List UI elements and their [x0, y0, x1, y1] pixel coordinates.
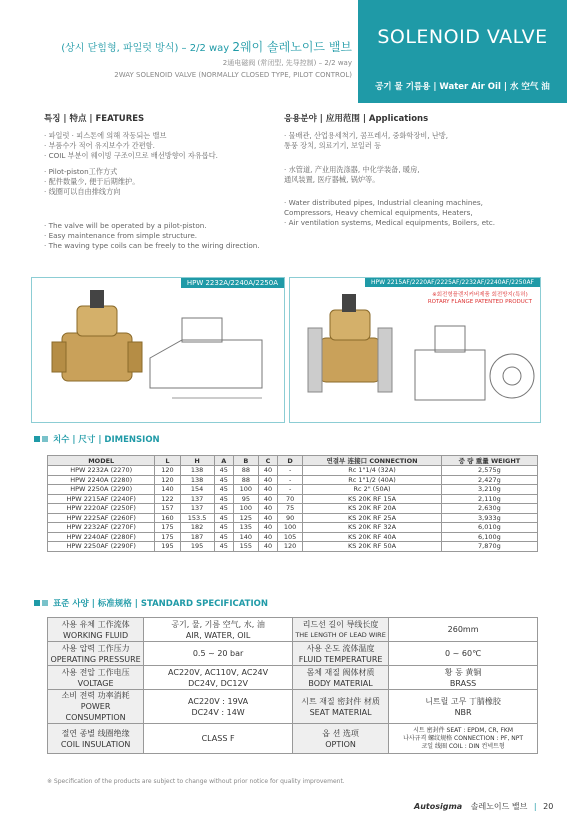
features-cn: [44, 167, 294, 197]
table-cell: 45: [214, 466, 233, 476]
spec-label: 리드선 길이 导线长度 THE LENGTH OF LEAD WIRE: [292, 618, 388, 642]
table-cell: 120: [278, 542, 303, 552]
table-cell: 100: [278, 523, 303, 533]
features-heading: 특징 | 特点 | FEATURES: [44, 114, 145, 124]
table-cell: 154: [180, 485, 214, 495]
features-cn-line: · 配件数量少, 便于后期维护。: [44, 177, 140, 186]
table-row: [48, 485, 538, 495]
table-row: [48, 466, 538, 476]
spec-heading-text: 표준 사양 | 标准规格 | STANDARD SPECIFICATION: [52, 599, 268, 609]
table-cell: 75: [278, 504, 303, 514]
spec-label: 소비 전력 功率消耗 POWER CONSUMPTION: [48, 690, 144, 724]
spec-value: 시트 密封件 SEAT : EPDM, CR, FKM 나사규격 螺纹规格 CONNECTION : PF, NPT 코일 线圈 COIL : DIN 컨넥트형: [389, 724, 538, 754]
applications-ko-line: 통풍 장치, 의료기기, 보일러 등: [284, 141, 382, 150]
table-row: [48, 724, 538, 754]
table-cell: HPW 2220AF (2250F): [48, 504, 155, 514]
table-cell: 105: [278, 532, 303, 542]
column-header: H: [180, 456, 214, 466]
spec-value: 황 동 黄铜 BRASS: [389, 666, 538, 690]
table-cell: -: [278, 475, 303, 485]
table-cell: 95: [233, 494, 258, 504]
table-cell: 45: [214, 504, 233, 514]
table-cell: 45: [214, 542, 233, 552]
applications-en-line: · Air ventilation systems, Medical equipments, Boilers, etc.: [284, 218, 496, 227]
table-cell: 2,110g: [441, 494, 537, 504]
features-en-line: · Easy maintenance from simple structure.: [44, 231, 198, 240]
table-cell: 157: [155, 504, 180, 514]
table-cell: Rc 1"1/2 (40A): [303, 475, 442, 485]
footnote: ※ Specification of the products are subject to change without prior notice for quality improvement.: [47, 778, 345, 785]
title-banner: [358, 0, 567, 103]
spec-value: AC220V : 19VA DC24V : 14W: [144, 690, 293, 724]
table-cell: HPW 2215AF (2240F): [48, 494, 155, 504]
table-row: [48, 513, 538, 523]
table-header-row: [48, 456, 538, 466]
table-row: [48, 523, 538, 533]
applications-cn-line: 通风装置, 医疗器械, 锅炉等。: [284, 175, 380, 184]
table-cell: 6,100g: [441, 532, 537, 542]
spec-value: 0 ~ 60℃: [389, 642, 538, 666]
features-en: [44, 221, 294, 251]
product-tag-left: HPW 2232A/2240A/2250A: [181, 278, 284, 288]
features-cn-line: · 线圈可以自由排线方向: [44, 187, 121, 196]
column-header: 중 량 重量 WEIGHT: [441, 456, 537, 466]
applications-cn: [284, 165, 544, 185]
spec-label: 옵 션 选项 OPTION: [292, 724, 388, 754]
features-en-line: · The valve will be operated by a pilot-piston.: [44, 221, 207, 230]
page-subtitle: 공기 물 기름용 | Water Air Oil | 水 空气 油: [375, 82, 550, 92]
dimension-table: [47, 455, 538, 552]
table-cell: KS 20K RF 20A: [303, 504, 442, 514]
table-cell: 153.5: [180, 513, 214, 523]
korean-header-title: 2웨이 솔레노이드 밸브: [232, 40, 352, 54]
table-cell: 195: [180, 542, 214, 552]
footer-label: 솔레노이드 밸브: [470, 802, 528, 811]
applications-en-line: Compressors, Heavy chemical equipments, Heaters,: [284, 208, 473, 217]
table-row: [48, 666, 538, 690]
table-cell: 3,210g: [441, 485, 537, 495]
table-cell: 100: [233, 485, 258, 495]
table-cell: Rc 1"1/4 (32A): [303, 466, 442, 476]
table-row: [48, 690, 538, 724]
page-title: SOLENOID VALVE: [377, 26, 548, 48]
table-cell: 88: [233, 475, 258, 485]
table-cell: 100: [233, 504, 258, 514]
column-header: A: [214, 456, 233, 466]
brand-logo: Autosigma: [414, 802, 463, 811]
applications-en-line: · Water distributed pipes, Industrial cleaning machines,: [284, 198, 483, 207]
table-cell: 40: [258, 494, 277, 504]
table-cell: 70: [278, 494, 303, 504]
applications-ko-line: · 물배관, 산업용세척기, 콤프레셔, 중화학장비, 난방,: [284, 131, 448, 140]
table-cell: HPW 2232AF (2270F): [48, 523, 155, 533]
spec-label: 사용 유체 工作流体 WORKING FLUID: [48, 618, 144, 642]
spec-value: 니트릴 고무 丁腈橡胶 NBR: [389, 690, 538, 724]
table-cell: 40: [258, 485, 277, 495]
product-tag-right: HPW 2215AF/2220AF/2225AF/2232AF/2240AF/2250AF: [365, 278, 540, 287]
table-cell: Rc 2" (50A): [303, 485, 442, 495]
table-cell: 88: [233, 466, 258, 476]
features-ko-line: · 파일럿 · 피스톤에 의해 작동되는 밸브: [44, 131, 167, 140]
dimension-heading: [34, 433, 160, 445]
column-header: L: [155, 456, 180, 466]
patent-note-en: ROTARY FLANGE PATENTED PRODUCT: [427, 299, 532, 305]
table-cell: HPW 2250A (2290): [48, 485, 155, 495]
applications-ko: [284, 131, 544, 151]
page-footer: [414, 801, 553, 812]
chinese-header: 2通电磁阀 (常闭型, 先导控制) – 2/2 way: [222, 59, 352, 67]
table-cell: 160: [155, 513, 180, 523]
korean-header-prefix: (상시 닫힘형, 파일럿 방식) – 2/2 way: [61, 43, 230, 54]
column-header: B: [233, 456, 258, 466]
table-cell: 40: [258, 542, 277, 552]
table-cell: 140: [155, 485, 180, 495]
section-marker-icon: [42, 600, 48, 606]
table-cell: 175: [155, 532, 180, 542]
table-cell: 2,630g: [441, 504, 537, 514]
spec-label: 사용 온도 流体温度 FLUID TEMPERATURE: [292, 642, 388, 666]
table-row: [48, 618, 538, 642]
features-en-line: · The waving type coils can be freely to the wiring direction.: [44, 241, 260, 250]
english-header: 2WAY SOLENOID VALVE (NORMALLY CLOSED TYPE, PILOT CONTROL): [114, 71, 352, 79]
product-image-right: [289, 277, 541, 423]
table-cell: 45: [214, 513, 233, 523]
column-header: MODEL: [48, 456, 155, 466]
table-cell: 125: [233, 513, 258, 523]
footer-separator: |: [533, 802, 537, 811]
table-cell: HPW 2240AF (2280F): [48, 532, 155, 542]
spec-label: 절연 종별 线圈绝缘 COIL INSULATION: [48, 724, 144, 754]
spec-label: 사용 전압 工作电压 VOLTAGE: [48, 666, 144, 690]
spec-value: CLASS F: [144, 724, 293, 754]
table-cell: 40: [258, 523, 277, 533]
table-cell: KS 20K RF 25A: [303, 513, 442, 523]
applications-heading: 응용분야 | 应用范围 | Applications: [284, 114, 429, 124]
table-cell: 2,575g: [441, 466, 537, 476]
table-row: [48, 642, 538, 666]
table-cell: HPW 2250AF (2290F): [48, 542, 155, 552]
spec-value: 260mm: [389, 618, 538, 642]
spec-label: 몸체 재질 阀体材质 BODY MATERIAL: [292, 666, 388, 690]
table-cell: KS 20K RF 40A: [303, 532, 442, 542]
section-marker-icon: [34, 436, 40, 442]
features-ko: [44, 131, 294, 161]
table-cell: 40: [258, 532, 277, 542]
table-cell: 187: [180, 532, 214, 542]
applications-cn-line: · 水管道, 产业用洗涤器, 中化学装备, 暖房,: [284, 165, 420, 174]
product-image-left: [31, 277, 285, 423]
column-header: 연결부 连接口 CONNECTION: [303, 456, 442, 466]
features-ko-line: · COIL 부분이 웨이빙 구조이므로 배선방향이 자유롭다.: [44, 151, 218, 160]
table-cell: 138: [180, 466, 214, 476]
table-cell: 195: [155, 542, 180, 552]
table-cell: 45: [214, 475, 233, 485]
brass-valve-illustration: [32, 278, 286, 424]
table-cell: 137: [180, 504, 214, 514]
table-cell: 7,870g: [441, 542, 537, 552]
table-cell: 3,933g: [441, 513, 537, 523]
patent-note-ko: ※회전형플렌지커버제품 회전방지(특허): [432, 292, 528, 298]
table-cell: -: [278, 466, 303, 476]
column-header: C: [258, 456, 277, 466]
table-cell: KS 20K RF 32A: [303, 523, 442, 533]
spec-heading: [34, 597, 268, 609]
table-cell: 138: [180, 475, 214, 485]
table-cell: 135: [233, 523, 258, 533]
table-cell: -: [278, 485, 303, 495]
table-cell: 2,427g: [441, 475, 537, 485]
table-cell: 182: [180, 523, 214, 533]
table-row: [48, 532, 538, 542]
column-header: D: [278, 456, 303, 466]
features-ko-line: · 부품수가 적어 유지보수가 간편함.: [44, 141, 155, 150]
table-row: [48, 494, 538, 504]
table-cell: KS 20K RF 15A: [303, 494, 442, 504]
section-marker-icon: [42, 436, 48, 442]
table-cell: 122: [155, 494, 180, 504]
table-cell: HPW 2240A (2280): [48, 475, 155, 485]
table-cell: 155: [233, 542, 258, 552]
table-cell: 90: [278, 513, 303, 523]
table-cell: 120: [155, 466, 180, 476]
table-row: [48, 475, 538, 485]
table-cell: 45: [214, 485, 233, 495]
table-cell: KS 20K RF 50A: [303, 542, 442, 552]
spec-label: 사용 압력 工作压力 OPERATING PRESSURE: [48, 642, 144, 666]
table-cell: 6,010g: [441, 523, 537, 533]
dimension-heading-text: 치수 | 尺寸 | DIMENSION: [52, 435, 160, 445]
features-cn-line: · Pilot-piston工作方式: [44, 167, 118, 176]
table-cell: 40: [258, 513, 277, 523]
table-cell: 137: [180, 494, 214, 504]
section-marker-icon: [34, 600, 40, 606]
table-cell: 140: [233, 532, 258, 542]
table-cell: 40: [258, 475, 277, 485]
korean-header: [0, 38, 352, 55]
table-cell: 40: [258, 504, 277, 514]
spec-value: 공기, 물, 기름 空气, 水, 油 AIR, WATER, OIL: [144, 618, 293, 642]
spec-label: 시트 재질 密封件 材质 SEAT MATERIAL: [292, 690, 388, 724]
patent-note: [428, 292, 532, 306]
spec-value: 0.5 ~ 20 bar: [144, 642, 293, 666]
table-cell: 45: [214, 494, 233, 504]
table-cell: 45: [214, 523, 233, 533]
page-number: 20: [543, 802, 554, 811]
table-cell: 120: [155, 475, 180, 485]
applications-en: [284, 198, 544, 228]
table-row: [48, 504, 538, 514]
table-cell: HPW 2232A (2270): [48, 466, 155, 476]
table-cell: 40: [258, 466, 277, 476]
spec-table: [47, 617, 538, 754]
spec-value: AC220V, AC110V, AC24V DC24V, DC12V: [144, 666, 293, 690]
table-cell: 175: [155, 523, 180, 533]
table-cell: HPW 2225AF (2260F): [48, 513, 155, 523]
table-row: [48, 542, 538, 552]
table-cell: 45: [214, 532, 233, 542]
